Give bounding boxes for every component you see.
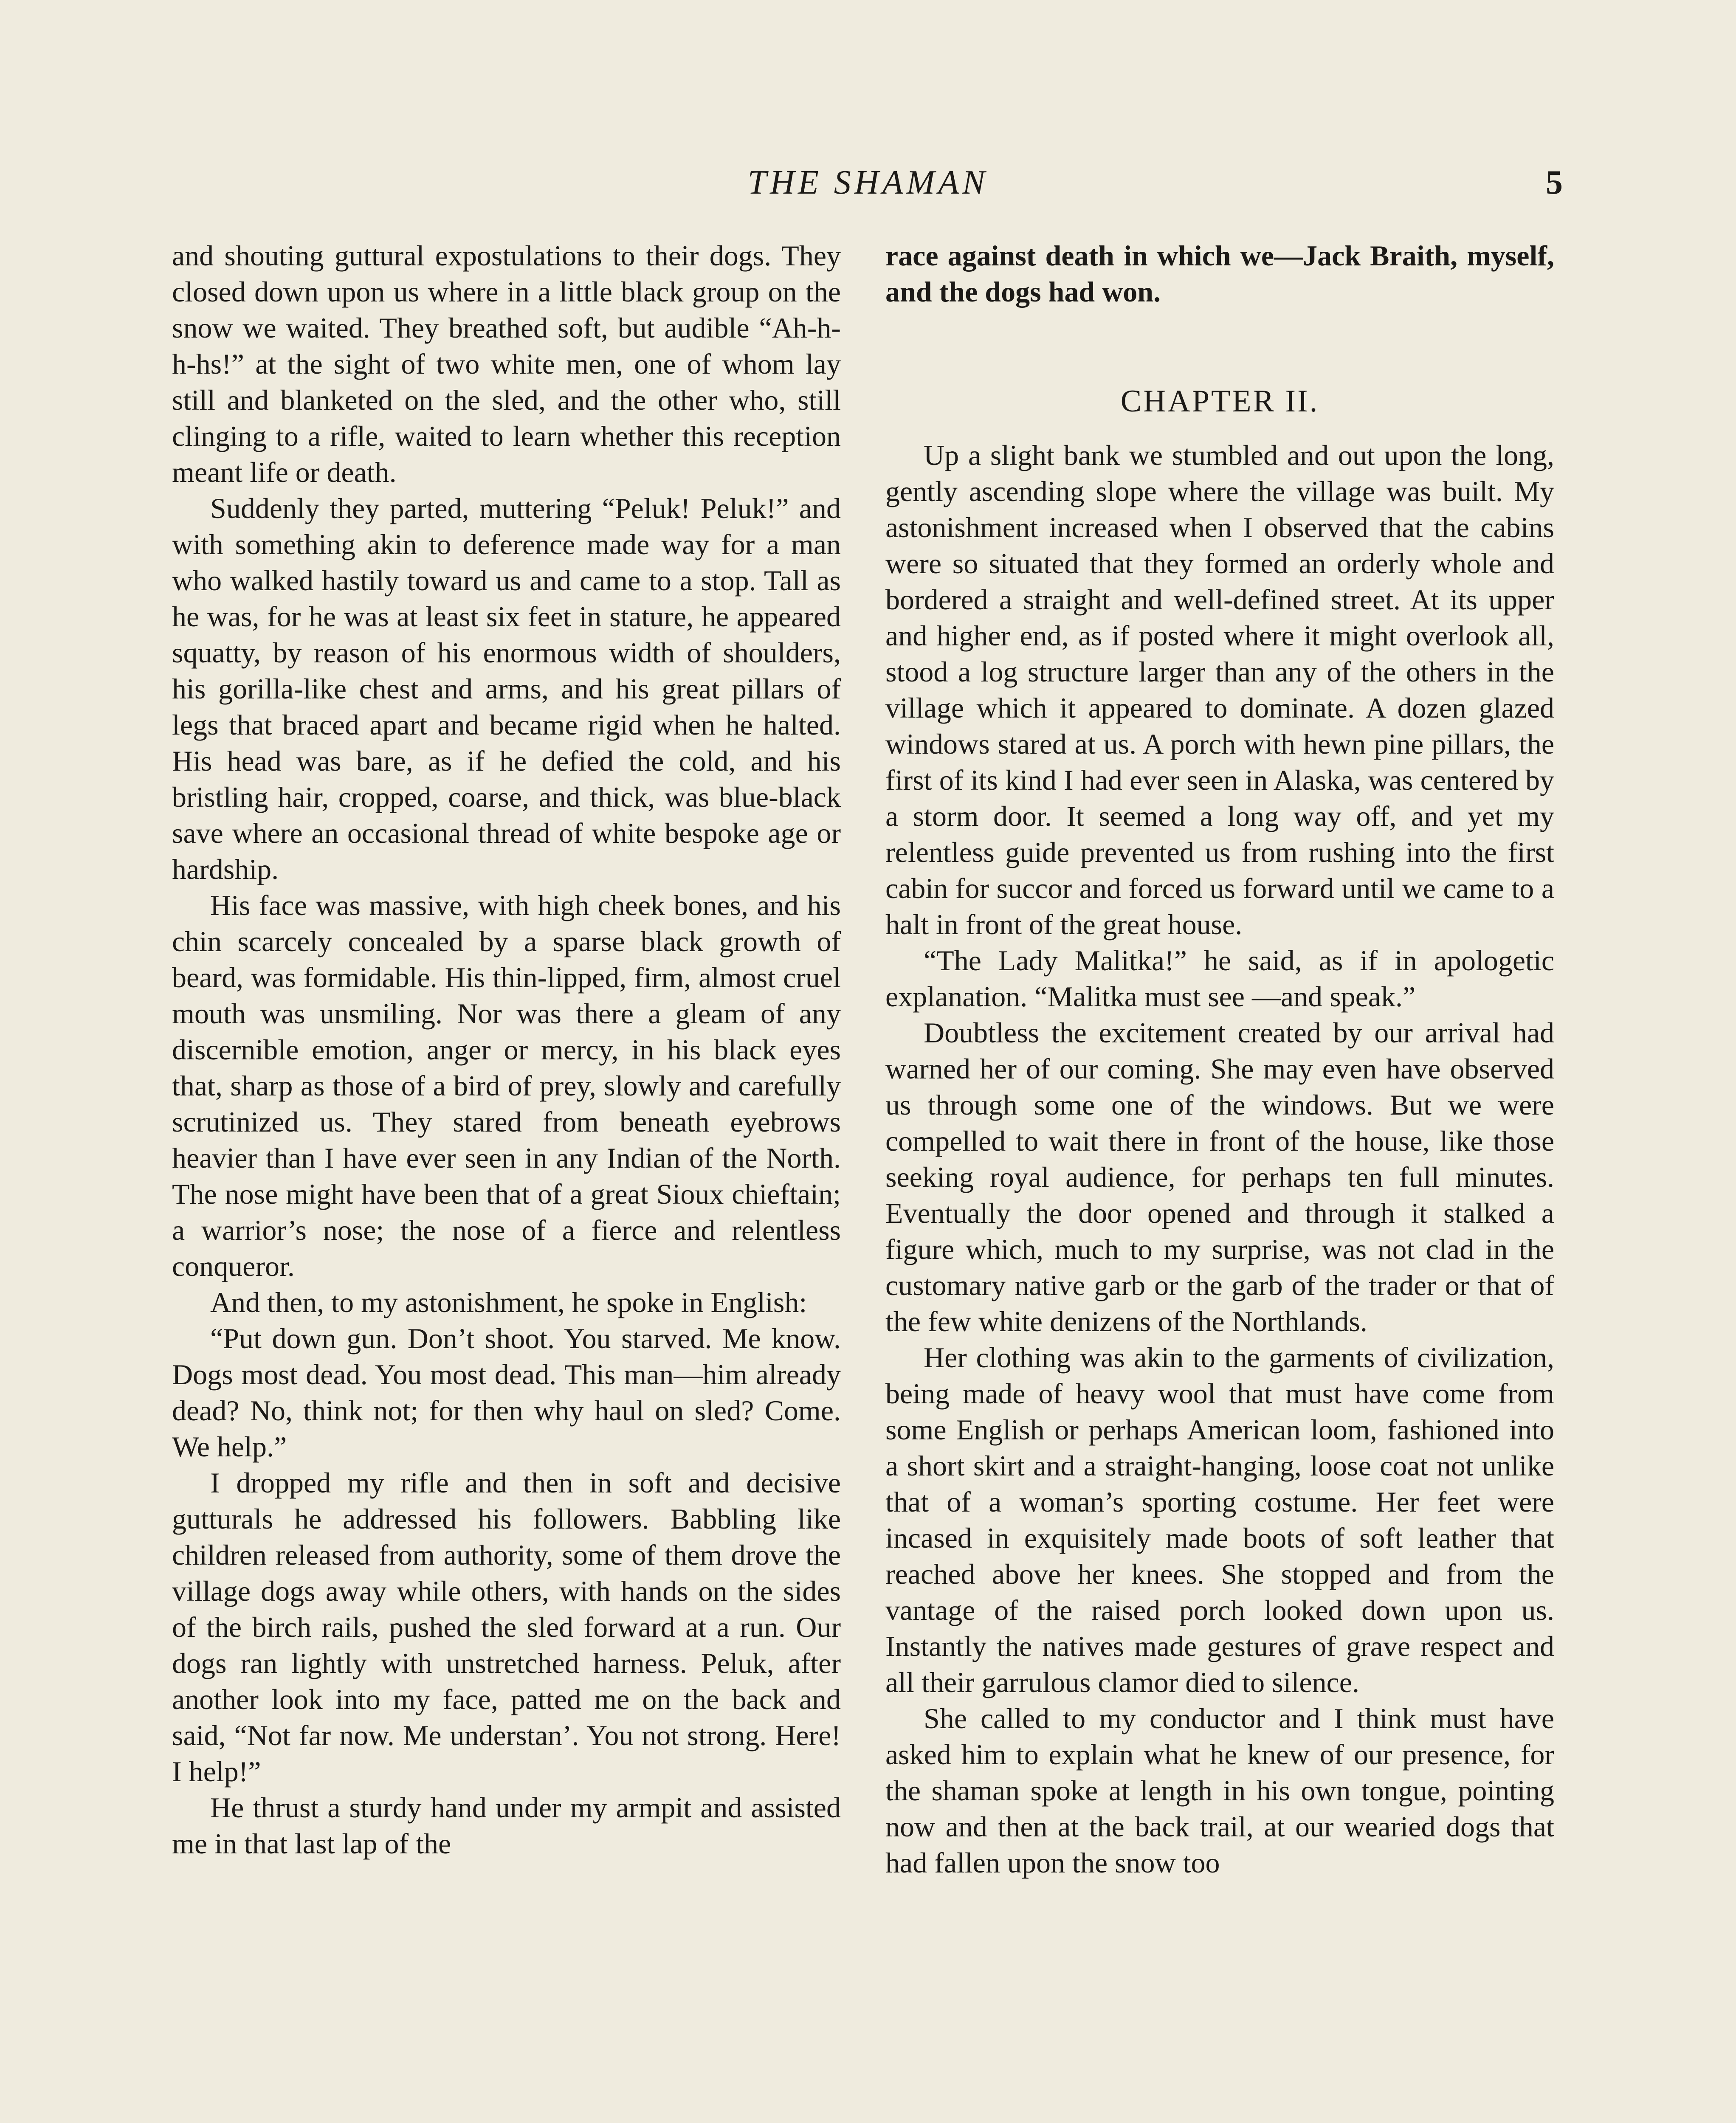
paragraph: “Put down gun. Don’t shoot. You starved. Me know. Dogs most dead. You most dead. This man—him already dead? No, think not; for then why haul on sled? Come. We help.” (172, 1322, 841, 1463)
paragraph: Suddenly they parted, muttering “Peluk! Peluk!” and with something akin to deference made way for a man who walked hastily toward us and came to a stop. Tall as he was, for he was at least six feet in stature, he appeared squatty, by reason of his enormous width of shoulders, his gorilla-like chest and arms, and his great pillars of legs that braced apart and became rigid when he halted. His head was bare, as if he defied the cold, and his bristling hair, cropped, coarse, and thick, was blue-black save where an occasional thread of white bespoke age or hardship. (172, 492, 841, 885)
paragraph: And then, to my astonishment, he spoke in English: (210, 1286, 807, 1318)
paragraph: “The Lady Malitka!” he said, as if in apologetic explanation. “Malitka must see —and speak.” (885, 944, 1554, 1013)
continued-paragraph: race against death in which we—Jack Braith, myself, and the dogs had won. (885, 239, 1554, 308)
running-title: THE SHAMAN (747, 164, 989, 201)
chapter-heading: CHAPTER II. (1120, 384, 1319, 419)
paragraph: She called to my conductor and I think must have asked him to explain what he knew of our presence, for the shaman spoke at length in his own tongue, pointing now and then at the back trail, at our wearied dogs that had fallen upon the snow too (885, 1702, 1554, 1879)
paragraph: and shouting guttural expostulations to their dogs. They closed down upon us where in a little black group on the snow we waited. They breathed soft, but audible “Ah-h-h-hs!” at the sight of two white men, one of whom lay still and blanketed on the sled, and the other who, still clinging to a rifle, waited to learn whether this reception meant life or death. (172, 239, 841, 488)
page-number: 5 (1546, 164, 1563, 201)
left-column (172, 238, 841, 1862)
paragraph: Doubtless the excitement created by our arrival had warned her of our coming. She may even have observed us through some one of the windows. But we were compelled to wait there in front of the house, like those seeking royal audience, for perhaps ten full minutes. Eventually the door opened and through it stalked a figure which, much to my surprise, was not clad in the customary native garb or the garb of the trader or that of the few white denizens of the Northlands. (885, 1016, 1554, 1337)
paragraph: Her clothing was akin to the garments of civilization, being made of heavy wool that must have come from some English or perhaps American loom, fashioned into a short skirt and a straight-hanging, loose coat not unlike that of a woman’s sporting costume. Her feet were incased in exquisitely made boots of soft leather that reached above her knees. She stopped and from the vantage of the raised porch looked down upon us. Instantly the natives made gestures of grave respect and all their garrulous clamor died to silence. (885, 1341, 1554, 1698)
right-column (885, 238, 1554, 1881)
running-header (0, 161, 1736, 212)
paragraph: He thrust a sturdy hand under my armpit and assisted me in that last lap of the (172, 1791, 841, 1860)
paragraph: His face was massive, with high cheek bones, and his chin scarcely concealed by a sparse black growth of beard, was formidable. His thin-lipped, firm, almost cruel mouth was unsmiling. Nor was there a gleam of any discernible emotion, anger or mercy, in his black eyes that, sharp as those of a bird of prey, slowly and carefully scrutinized us. They stared from beneath eyebrows heavier than I have ever seen in any Indian of the North. The nose might have been that of a great Sioux chieftain; a warrior’s nose; the nose of a fierce and relentless conqueror. (172, 889, 841, 1282)
paragraph: Up a slight bank we stumbled and out upon the long, gently ascending slope where the village was built. My astonishment increased when I observed that the cabins were so situated that they formed an orderly whole and bordered a straight and well-defined street. At its upper and higher end, as if posted where it might overlook all, stood a log structure larger than any of the others in the village which it appeared to dominate. A dozen glazed windows stared at us. A porch with hewn pine pillars, the first of its kind I had ever seen in Alaska, was centered by a storm door. It seemed a long way off, and yet my relentless guide prevented us from rushing into the first cabin for succor and forced us forward until we came to a halt in front of the great house. (885, 439, 1554, 940)
paragraph: I dropped my rifle and then in soft and decisive gutturals he addressed his followers. Babbling like children released from authority, some of them drove the village dogs away while others, with hands on the sides of the birch rails, pushed the sled forward at a run. Our dogs ran lightly with unstretched harness. Peluk, after another look into my face, patted me on the back and said, “Not far now. Me understan’. You not strong. Here! I help!” (172, 1467, 841, 1788)
